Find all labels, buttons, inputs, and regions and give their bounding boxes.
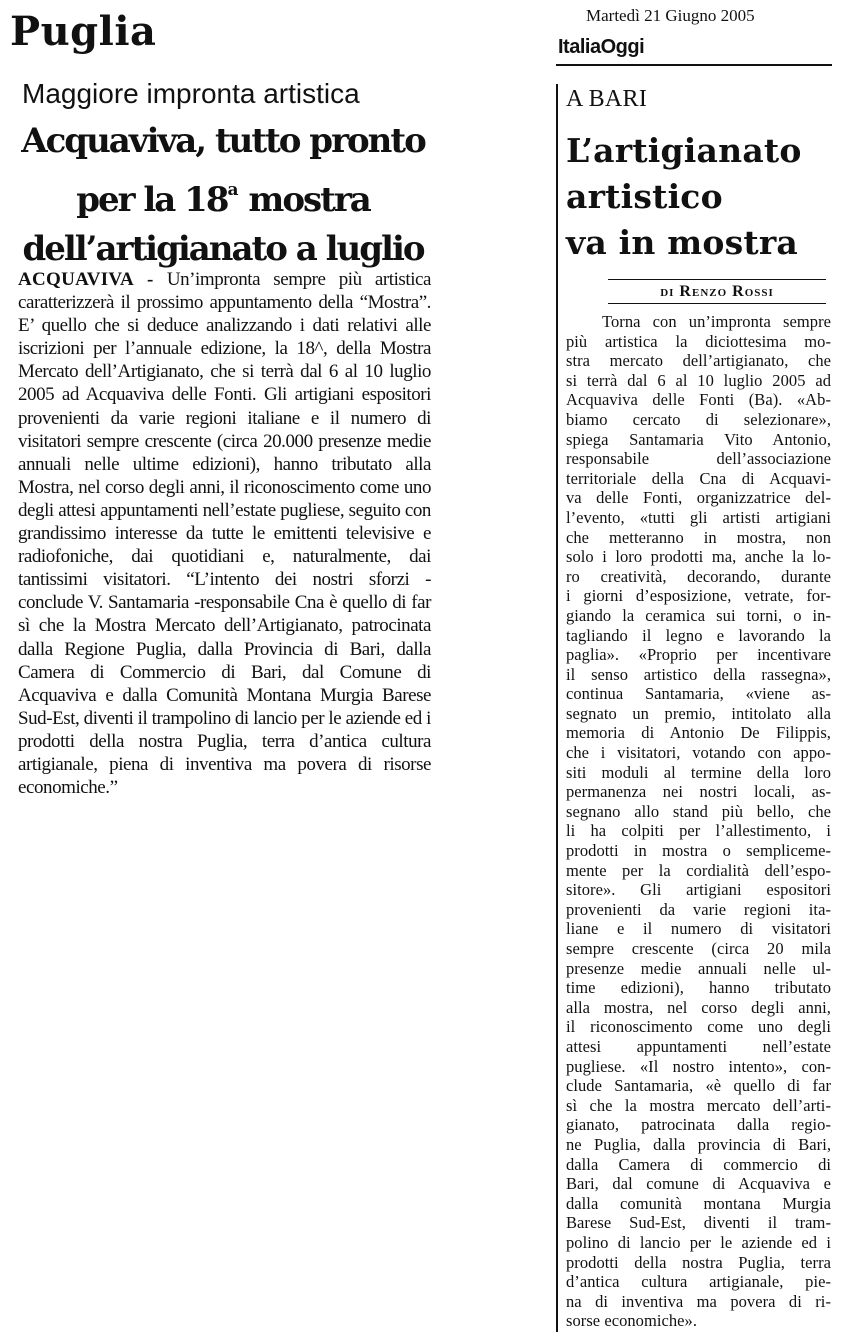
- ordinal-superscript: a: [227, 180, 239, 200]
- article-line: sempre crescente (circa 20 mila: [566, 939, 831, 958]
- article-line: Torna con un’impronta sempre: [602, 312, 831, 331]
- article-headline: [566, 128, 846, 266]
- headline-line: dell’artigianato a luglio: [22, 229, 424, 269]
- headline-line: [8, 166, 438, 225]
- article-line: Acquaviva delle Fonti (Ba). «Ab-: [566, 390, 831, 410]
- article-line: li ha colpiti per l’allestimento, i: [566, 821, 831, 841]
- publication-date: Martedì 21 Giugno 2005: [586, 6, 755, 25]
- column-divider: [556, 84, 558, 1332]
- article-line: sorse economiche».: [566, 1311, 698, 1331]
- article-line: d’antica cultura artigianale, pie-: [566, 1272, 831, 1292]
- article-line: segnato un premio, intitolato alla: [566, 703, 831, 723]
- article-line: responsabile dell’associazione: [566, 449, 831, 469]
- article-line: presenze medie annuali nelle ul-: [566, 958, 831, 978]
- article-line: Bari, dal comune di Acquaviva e: [566, 1174, 831, 1194]
- right-article: [548, 0, 848, 1339]
- article-line: tagliando il legno e lavorando la: [566, 625, 831, 645]
- article-line: sì che la mostra mercato dell’arti-: [566, 1095, 831, 1115]
- headline-line: artistico: [566, 177, 723, 216]
- article-headline: [8, 117, 438, 274]
- article-line: solo i loro prodotti ma, anche la lo-: [566, 547, 831, 567]
- masthead-divider: [556, 64, 832, 66]
- article-line: dalla Camera di commercio di: [566, 1154, 831, 1174]
- article-line: sitore». Gli artigiani espositori: [566, 880, 831, 900]
- section-title: Puglia: [10, 8, 157, 55]
- article-line: che i visitatori, votando con appo-: [566, 743, 831, 763]
- article-line: polino di lancio per le aziende ed i: [566, 1232, 831, 1252]
- article-line: dalla comunità montana Murgia: [566, 1193, 831, 1213]
- article-line: siti moduli al termine della loro: [566, 762, 831, 782]
- byline-divider: [608, 303, 826, 304]
- article-line: paglia». «Proprio per incentivare: [566, 645, 831, 665]
- article-line: più artistica la diciottesima mo-: [566, 331, 831, 351]
- newspaper-masthead: ItaliaOggi: [558, 36, 645, 58]
- article-line: Barese Sud-Est, diventi il tram-: [566, 1213, 831, 1233]
- article-line: l’evento, «tutti gli artisti artigiani: [566, 507, 831, 527]
- article-line: che metteranno in mostra, non: [566, 527, 831, 547]
- headline-line: Acquaviva, tutto pronto: [21, 121, 425, 161]
- article-kicker: Maggiore impronta artistica: [22, 78, 360, 109]
- article-line: time edizioni), hanno tributato: [566, 978, 831, 998]
- article-body: [18, 268, 431, 799]
- article-line: territoriale della Cna di Acquavi-: [566, 468, 831, 488]
- headline-line: va in mostra: [566, 223, 798, 262]
- article-body: [566, 312, 831, 1331]
- article-body-text: Un’impronta sempre più artistica caratterizzerà il prossimo appuntamento della “Mostra”. E’ quello che si deduce analizzando i dati relativi alle iscrizioni per l’annuale edizione, la 18^, della Mostra Mercato dell’Artigianato, che si terrà dal 6 al 10 luglio 2005 ad Acquaviva delle Fonti. Gli artigiani espositori provenienti da varie regioni italiane e il numero di visitatori sempre crescente (circa 20.000 presenze medie annuali nelle ultime edizioni), hanno tributato alla Mostra, nel corso degli anni, il riconoscimento come uno degli attesi appuntamenti nell’estate pugliese, seguito con grandissimo interesse da tutte le emittenti televisive e radiofoniche, dai quotidiani e, naturalmente, dai tantissimi visitatori. “L’intento dei nostri sforzi - conclude V. Santamaria -responsabile Cna è quello di far sì che la Mostra Mercato dell’Artigianato, patrocinata dalla Regione Puglia, dalla Provincia di Bari, dalla Camera di Commercio di Bari, dal Comune di Acquaviva e dalla Comunità Montana Murgia Barese Sud-Est, diventi il trampolino di lancio per le aziende ed i prodotti della nostra Puglia, terra d’antica cultura artigianale, piena di inventiva ma povera di risorse economiche.”: [18, 269, 431, 799]
- article-line: stra mercato dell’artigianato, che: [566, 351, 831, 371]
- article-line: prodotti della nostra Puglia, terra: [566, 1252, 831, 1272]
- article-line: attesi appuntamenti nell’estate: [566, 1036, 831, 1056]
- article-line: provenienti da varie regioni ita-: [566, 899, 831, 919]
- article-line: giando la ceramica sui torni, o in-: [566, 605, 831, 625]
- article-line: prodotti in mostra o sempliceme-: [566, 841, 831, 861]
- article-line: na di inventiva ma povera di ri-: [566, 1291, 831, 1311]
- headline-text: per la 18: [76, 180, 228, 220]
- byline-divider: [608, 279, 826, 280]
- article-line: i giorni d’esposizione, vetrate, for-: [566, 586, 831, 606]
- article-line: il senso artistico della rassegna»,: [566, 664, 831, 684]
- article-line: liane e il numero di visitatori: [566, 919, 831, 939]
- byline: di Renzo Rossi: [660, 283, 774, 300]
- article-line: va delle Fonti, organizzatrice del-: [566, 488, 831, 508]
- headline-line: L’artigianato: [566, 131, 802, 170]
- article-line: pugliese. «Il nostro intento», con-: [566, 1056, 831, 1076]
- article-line: clude Santamaria, «è quello di far: [566, 1076, 831, 1096]
- article-line: il riconoscimento come uno degli: [566, 1017, 831, 1037]
- article-line: biamo cercato di selezionare»,: [566, 409, 831, 429]
- article-line: ro creatività, decorando, durante: [566, 566, 831, 586]
- article-line: continua Santamaria, «viene as-: [566, 684, 831, 704]
- headline-text: mostra: [238, 180, 370, 220]
- article-line: mente per la cordialità dell’espo-: [566, 860, 831, 880]
- article-line: spiega Santamaria Vito Antonio,: [566, 429, 831, 449]
- article-line: si terrà dal 6 al 10 luglio 2005 ad: [566, 370, 831, 390]
- article-line: memoria di Antonio De Filippis,: [566, 723, 831, 743]
- article-kicker: A BARI: [566, 86, 648, 112]
- article-line: segnano allo stand più bello, che: [566, 801, 831, 821]
- article-line: alla mostra, nel corso degli anni,: [566, 997, 831, 1017]
- article-line: permanenza nei nostri locali, as-: [566, 782, 831, 802]
- article-line: ne Puglia, dalla provincia di Bari,: [566, 1134, 831, 1154]
- dateline: ACQUAVIVA -: [18, 269, 154, 290]
- article-line: gianato, patrocinata dalla regio-: [566, 1115, 831, 1135]
